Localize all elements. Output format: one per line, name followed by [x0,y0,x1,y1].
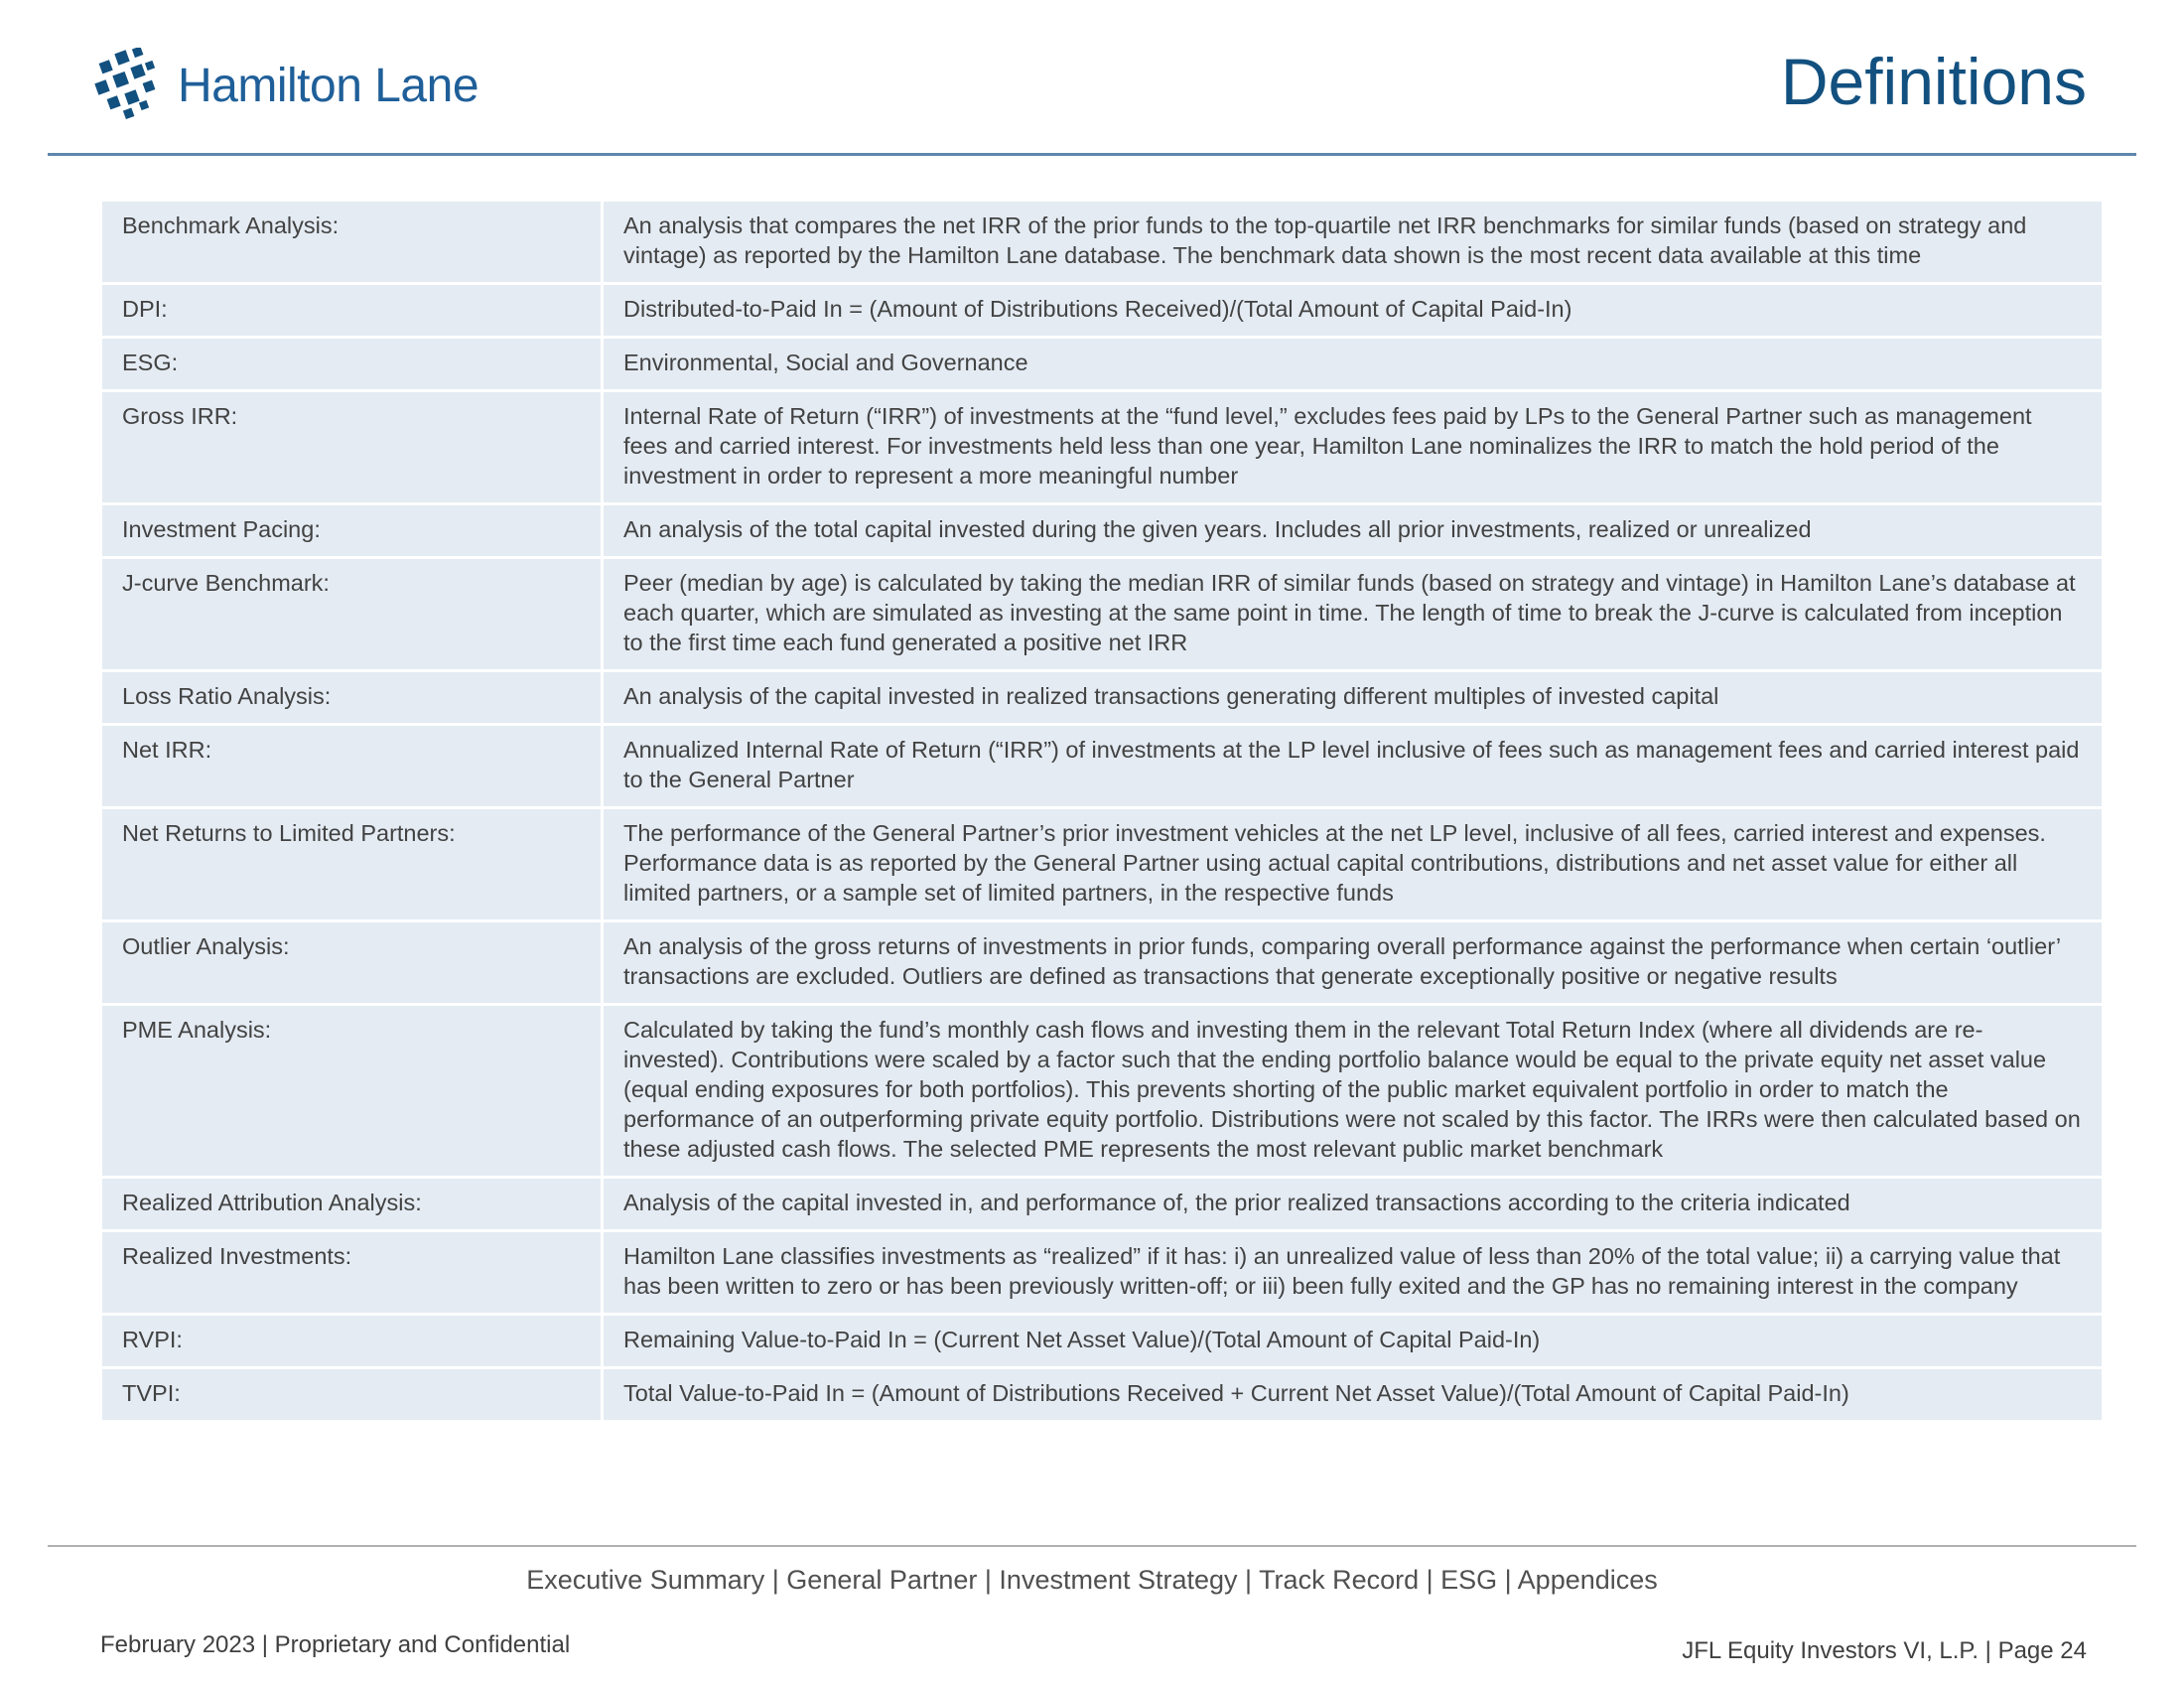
definition-term: J-curve Benchmark: [101,558,603,671]
footer-divider [48,1545,2136,1547]
page-header [0,0,2184,159]
definition-term: Realized Attribution Analysis: [101,1178,603,1231]
table-row [101,1368,2104,1422]
table-row [101,201,2104,284]
page-title: Definitions [1780,45,2087,118]
table-row [101,391,2104,504]
definition-text: Remaining Value-to-Paid In = (Current Net Asset Value)/(Total Amount of Capital Paid-In) [603,1315,2104,1368]
definition-term: TVPI: [101,1368,603,1422]
table-row [101,1005,2104,1178]
table-row [101,1178,2104,1231]
definition-text: Total Value-to-Paid In = (Amount of Distributions Received + Current Net Asset Value)/(Total Amount of Capital Paid-In) [603,1368,2104,1422]
table-row [101,504,2104,558]
header-divider [48,153,2136,156]
definition-term: PME Analysis: [101,1005,603,1178]
definition-term: Gross IRR: [101,391,603,504]
definition-term: Net Returns to Limited Partners: [101,808,603,921]
definition-text: Analysis of the capital invested in, and performance of, the prior realized transactions according to the criteria indicated [603,1178,2104,1231]
definitions-table [99,199,2105,1423]
definition-term: RVPI: [101,1315,603,1368]
definition-term: DPI: [101,284,603,338]
table-row [101,671,2104,725]
definition-text: Peer (median by age) is calculated by taking the median IRR of similar funds (based on strategy and vintage) in Hamilton Lane’s database at each quarter, which are simulated as investing at the same point in time. The length of time to break the J-curve is calculated from inception to the first time each fund generated a positive net IRR [603,558,2104,671]
footer-date-confidential: February 2023 | Proprietary and Confidential [100,1631,571,1658]
footer-page-number: JFL Equity Investors VI, L.P. | Page 24 [1682,1637,2087,1664]
definition-text: An analysis that compares the net IRR of the prior funds to the top-quartile net IRR benchmarks for similar funds (based on strategy and vintage) as reported by the Hamilton Lane database. The benchmark data shown is the most recent data available at this time [603,201,2104,284]
table-row [101,284,2104,338]
table-row [101,1315,2104,1368]
table-row [101,1231,2104,1315]
definitions-table-body [101,201,2104,1422]
definition-text: Annualized Internal Rate of Return (“IRR”) of investments at the LP level inclusive of fees such as management fees and carried interest paid to the General Partner [603,725,2104,808]
definition-term: Outlier Analysis: [101,921,603,1005]
table-row [101,808,2104,921]
definition-text: Hamilton Lane classifies investments as “realized” if it has: i) an unrealized value of less than 20% of the total value; ii) a carrying value that has been written to zero or has been previously written-off; or iii) been fully exited and the GP has no remaining interest in the company [603,1231,2104,1315]
definition-term: Net IRR: [101,725,603,808]
table-row [101,921,2104,1005]
table-row [101,725,2104,808]
definition-text: Internal Rate of Return (“IRR”) of investments at the “fund level,” excludes fees paid by LPs to the General Partner such as management fees and carried interest. For investments held less than one year, Hamilton Lane nominalizes the IRR to match the hold period of the investment in order to represent a more meaningful number [603,391,2104,504]
hamilton-lane-logo-icon [94,48,164,123]
definition-term: Loss Ratio Analysis: [101,671,603,725]
table-row [101,558,2104,671]
definition-term: Realized Investments: [101,1231,603,1315]
definition-term: ESG: [101,338,603,391]
hamilton-lane-logo [94,48,478,123]
definition-text: Distributed-to-Paid In = (Amount of Distributions Received)/(Total Amount of Capital Paid-In) [603,284,2104,338]
definition-term: Benchmark Analysis: [101,201,603,284]
logo-wordmark: Hamilton Lane [178,59,479,112]
table-row [101,338,2104,391]
definition-text: An analysis of the capital invested in realized transactions generating different multiples of invested capital [603,671,2104,725]
definition-text: An analysis of the total capital invested during the given years. Includes all prior investments, realized or unrealized [603,504,2104,558]
definition-text: Environmental, Social and Governance [603,338,2104,391]
definition-term: Investment Pacing: [101,504,603,558]
definition-text: An analysis of the gross returns of investments in prior funds, comparing overall performance against the performance when certain ‘outlier’ transactions are excluded. Outliers are defined as transactions that generate exceptionally positive or negative results [603,921,2104,1005]
footer-section-nav: Executive Summary | General Partner | Investment Strategy | Track Record | ESG | Appendices [526,1565,1658,1595]
definition-text: The performance of the General Partner’s prior investment vehicles at the net LP level, inclusive of all fees, carried interest and expenses. Performance data is as reported by the General Partner using actual capital contributions, distributions and net asset value for either all limited partners, or a sample set of limited partners, in the respective funds [603,808,2104,921]
definition-text: Calculated by taking the fund’s monthly cash flows and investing them in the relevant Total Return Index (where all dividends are re-invested). Contributions were scaled by a factor such that the ending portfolio balance would be equal to the private equity net asset value (equal ending exposures for both portfolios). This prevents shorting of the public market equivalent portfolio in order to match the performance of an outperforming private equity portfolio. Distributions were not scaled by this factor. The IRRs were then calculated based on these adjusted cash flows. The selected PME represents the most relevant public market benchmark [603,1005,2104,1178]
